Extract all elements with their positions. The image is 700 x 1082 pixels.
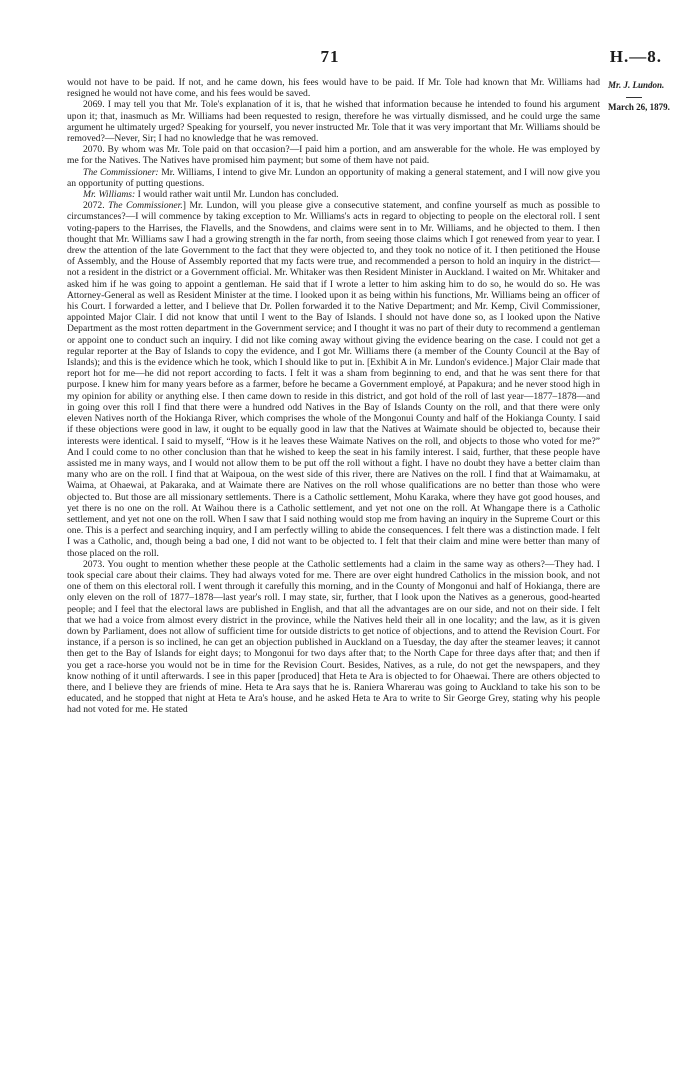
margin-rule bbox=[626, 97, 642, 98]
paragraph: Mr. Williams: I would rather wait until Mr. Lundon has concluded. bbox=[83, 189, 339, 201]
body-text bbox=[67, 77, 600, 716]
speaker-label: The Commissioner. bbox=[108, 200, 183, 212]
page-number: 71 bbox=[320, 47, 340, 66]
margin-note bbox=[608, 80, 698, 113]
witness-name: Mr. J. Lundon. bbox=[608, 80, 665, 90]
document-reference: H.—8. bbox=[609, 47, 662, 66]
paragraph: 2069. I may tell you that Mr. Tole's explanation of it is, that he wished that information because he intended to found his argument upon it; that, inasmuch as Mr. Williams had been requested to resign, therefore he was virtually dismissed, and he could urge the same argument he ultimately urged? Speaking for yourself, you never instructed Mr. Tole that it was very important that Mr. Williams should be removed?—Never, Sir; I had no knowledge that he was removed. bbox=[67, 99, 600, 145]
paragraph: 2072. The Commissioner.] Mr. Lundon, will you please give a consecutive statement, and confine yourself as much as possible to circumstances?—I will commence by taking exception to Mr. Williams's acts in regard to objecting to people on the electoral roll. I sent voting-papers to the Harrises, the Flavells, and the Snowdens, and claims were sent in to Mr. Williams, and he objected to them. I then thought that Mr. Williams saw I had a growing strength in the far north, from seeing those claims which I got renewed from year to year. I drew the attention of the late Government to the fact that they were objected to, and they took no notice of it. I then petitioned the House of Assembly, and the House of Assembly reported that my facts were true, and recommended a person to hold an inquiry in the district—not a resident in the district or a Government official. Mr. Whitaker was then Resident Minister in Auckland. I waited on Mr. Whitaker and asked him if he was going to appoint a gentleman. He said that if I wrote a letter to him asking him to do so, he would do so. He was Attorney-General as well as Resident Minister at the time. I looked upon it as being within his functions, Mr. Williams being an officer of his Court. I forwarded a letter, and I believe that Dr. Pollen forwarded it to the Native Department; and Mr. Kemp, Civil Commissioner, appointed Major Clair. I did not know that until I went to the Bay of Islands. I should not have done so, as I looked upon the Native Department as the most rotten department in the Government service; and I thought it was no part of their duty to recommend a gentleman or appoint one to conduct such an inquiry. I did not like coming away without giving the evidence bearing on the case. I could not get a regular reporter at the Bay of Islands to copy the evidence, and I got Mr. Williams there (a member of the County Council at the Bay of Islands); and this is the evidence which he took, which I should like to put in. [Exhibit A in Mr. Lundon's evidence.] Major Clair made that report hot for me—he did not report according to facts. I felt it was a sham from beginning to end, and that he was sent there for that purpose. I knew him for many years before as a farmer, before he became a Government employé, at Papakura; and he never stood high in my opinion for ability or anything else. I then came down to reside in this district, and got hold of the roll of last year—1877–1878—and in going over this roll I find that there were a hundred odd Natives in the Bay of Islands County on the roll, and that there were only eleven Natives north of the Hokianga River, which comprises the whole of the Mongonui County and half of the Hokianga County. I said if these objections were good in law, it ought to be equally good in law that the Natives at Waimate should be objected to, because their interests were identical. I said to myself, “How is it he leaves these Waimate Natives on the roll, and objects to those who voted for me?” And I could come to no other conclusion than that he wished to keep the seat in his family interest. I said, further, that these people have assisted me in many ways, and I would not allow them to be put off the roll without a fight. I have no doubt they have a better claim than many who are on the roll. I find that at Waipoua, on the west side of this river, there are Natives on the roll. I find that at Waimamaku, at Waima, at Ohaewai, at Pakaraka, and at Waimate there are Natives on the roll whose qualifications are no better than those who were objected to. But those are all missionary settlements. There is a Catholic settlement, Mohu Karaka, where they have got good houses, and yet there is no one on the roll. At Waihou there is a Catholic settlement, and yet not one on the roll. At Whangape there is a Catholic settlement, and yet not one on the roll. When I saw that I said nothing would stop me from having an inquiry in the Supreme Court or this one. This is a perfect and searching inquiry, and I am perfectly willing to abide the consequences. I felt there was a distinction made. I felt I was a Catholic, and, though being a bad one, I did not want to be objected to. I felt that their claim and mine were better than many of those placed on the roll. bbox=[67, 200, 601, 559]
paragraph: 2073. You ought to mention whether these people at the Catholic settlements had a claim in the same way as others?—They had. I took special care about their claims. They had always voted for me. There are over eight hundred Catholics in the mission book, and not one of them on this electoral roll. I went through it carefully this morning, and in the County of Mongonui and half of Hokianga, there are only eleven on the roll of 1877–1878—last year's roll. I may state, sir, further, that I look upon the Natives as a generous, good-hearted people; and I feel that the electoral laws are published in English, and that all the advantages are on our side, and not on their side. I felt that we had a voice from almost every district in the province, while the Natives held their all in one locality; and the law, as it is given down by Parliament, does not allow of sufficient time for outside districts to get notice of objections, and to attend the Revision Court. For instance, if a person is so inclined, he can get an objection published in Auckland on a Tuesday, the day after the steamer leaves; it cannot then get to the Bay of Islands for eight days; to Mongonui for two days after that; to the North Cape for three days after that; and then if you get a race-horse you would not be in time for the Revision Court. Besides, Natives, as a rule, do not get the newspapers, and they know nothing of it until afterwards. I see in this paper [produced] that Heta te Ara is objected to for Ohaewai. There are others objected to there, and I believe they are friends of mine. Heta te Ara says that he is. Raniera Wharerau was going to Auckland to take his son to be educated, and he stopped that night at Heta te Ara's house, and he asked Heta te Ara to write to Sir George Grey, stating why his people had not voted for me. He stated bbox=[67, 558, 600, 716]
paragraph: The Commissioner: Mr. Williams, I intend to give Mr. Lundon an opportunity of making a general statement, and I will now give you an opportunity of putting questions. bbox=[67, 166, 600, 189]
testimony-date: March 26, 1879. bbox=[608, 102, 670, 112]
page-header bbox=[0, 47, 700, 67]
speaker-label: Mr. Williams: bbox=[83, 189, 136, 201]
paragraph: 2070. By whom was Mr. Tole paid on that occasion?—I paid him a portion, and am answerable for the whole. He was employed by me for the Natives. The Natives have promised him payment; but some of them have not paid. bbox=[67, 144, 600, 167]
paragraph: would not have to be paid. If not, and he came down, his fees would have to be paid. If Mr. Tole had known that Mr. Williams had resigned he would not have come, and his fees would be saved. bbox=[67, 77, 600, 100]
speaker-label: The Commissioner: bbox=[83, 166, 159, 178]
